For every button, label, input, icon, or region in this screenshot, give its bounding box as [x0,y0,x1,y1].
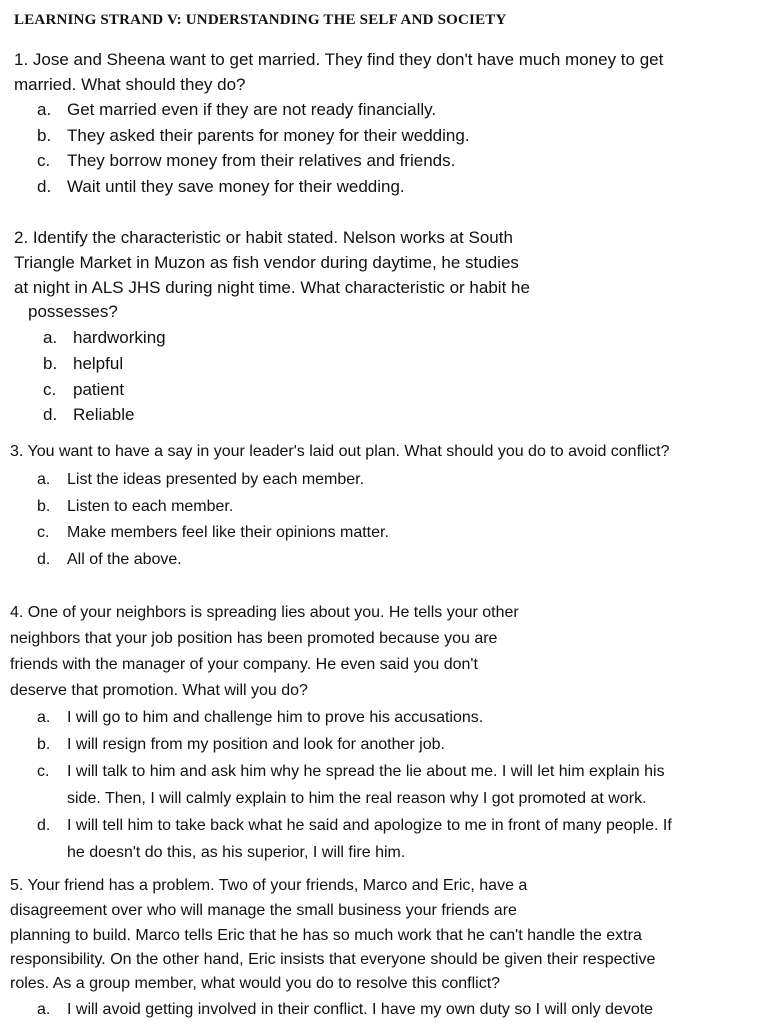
question-3-option-c[interactable]: c. Make members feel like their opinions matter. [37,524,389,541]
question-2-option-a[interactable]: a. hardworking [43,328,166,347]
question-3-option-a[interactable]: a. List the ideas presented by each member. [37,471,365,488]
question-1-option-a[interactable]: a. Get married even if they are not ready financially. [37,100,437,119]
question-3-option-b[interactable]: b. Listen to each member. [37,498,234,515]
question-4-stem-line: 4. One of your neighbors is spreading lies about you. He tells your other [10,604,519,621]
question-4-option-c[interactable]: c. I will talk to him and ask him why he spread the lie about me. I will let him explain his [37,763,665,780]
question-5-stem-line: responsibility. On the other hand, Eric insists that everyone should be given their respective [10,951,656,968]
question-4-option-b[interactable]: b. I will resign from my position and look for another job. [37,736,445,753]
question-5-option-a[interactable]: a. I will avoid getting involved in their conflict. I have my own duty so I will only devote [37,1001,654,1018]
question-2-option-b[interactable]: b. helpful [43,354,124,373]
question-4-option-c-continuation: side. Then, I will calmly explain to him the real reason why I got promoted at work. [67,790,647,807]
question-1-option-c[interactable]: c. They borrow money from their relatives and friends. [37,151,456,170]
question-4-stem-line: friends with the manager of your company. He even said you don't [10,656,478,673]
question-2-option-c[interactable]: c. patient [43,380,125,399]
question-3-stem-line: 3. You want to have a say in your leader's laid out plan. What should you do to avoid conflict? [10,443,670,460]
question-1-stem-line: married. What should they do? [14,75,246,94]
question-2-stem-line: 2. Identify the characteristic or habit stated. Nelson works at South [14,228,513,247]
question-2-option-d[interactable]: d. Reliable [43,405,135,424]
question-4-option-a[interactable]: a. I will go to him and challenge him to prove his accusations. [37,709,484,726]
question-2-stem-line: Triangle Market in Muzon as fish vendor during daytime, he studies [14,253,519,272]
question-4-stem-line: deserve that promotion. What will you do? [10,682,308,699]
question-4-option-d[interactable]: d. I will tell him to take back what he said and apologize to me in front of many people. If [37,817,672,834]
question-5-stem-line: 5. Your friend has a problem. Two of your friends, Marco and Eric, have a [10,877,528,894]
question-5-stem-line: planning to build. Marco tells Eric that he has so much work that he can't handle the extra [10,927,642,944]
question-5-stem-line: roles. As a group member, what would you do to resolve this conflict? [10,975,501,992]
question-2-stem-line: at night in ALS JHS during night time. What characteristic or habit he [14,278,530,297]
worksheet-heading: LEARNING STRAND V: UNDERSTANDING THE SELF AND SOCIETY [14,12,507,28]
question-1-option-b[interactable]: b. They asked their parents for money for their wedding. [37,126,470,145]
question-3-option-d[interactable]: d. All of the above. [37,551,182,568]
question-1-stem-line: 1. Jose and Sheena want to get married. They find they don't have much money to get [14,50,664,69]
question-4-option-d-continuation: he doesn't do this, as his superior, I will fire him. [67,844,406,861]
question-4-stem-line: neighbors that your job position has been promoted because you are [10,630,498,647]
question-1-option-d[interactable]: d. Wait until they save money for their wedding. [37,177,405,196]
question-5-stem-line: disagreement over who will manage the small business your friends are [10,902,517,919]
question-2-stem-line: possesses? [28,302,118,321]
